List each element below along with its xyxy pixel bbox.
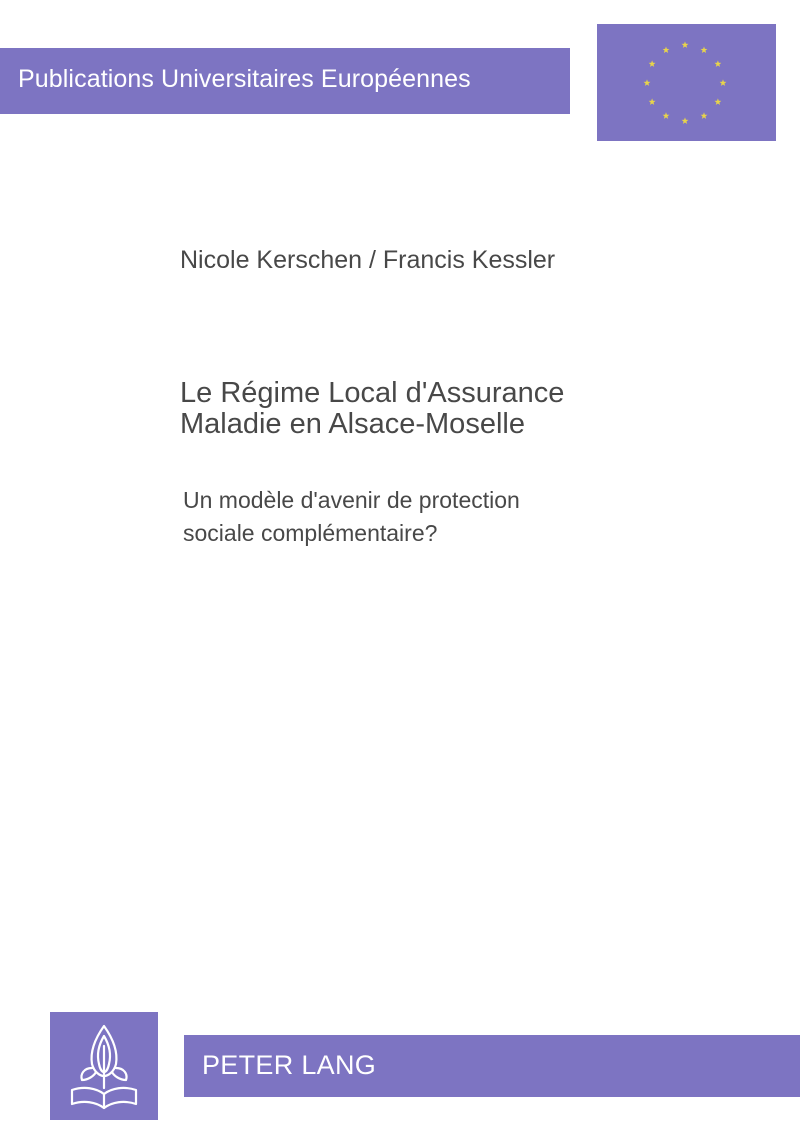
publisher-logo	[50, 1012, 158, 1120]
star-icon	[682, 117, 689, 124]
publisher-band	[184, 1035, 800, 1097]
eu-stars-icon	[597, 24, 776, 141]
book-title	[180, 378, 564, 440]
star-icon	[649, 98, 656, 105]
star-icon	[663, 46, 670, 53]
star-icon	[720, 79, 727, 86]
star-icon	[701, 46, 708, 53]
star-icon	[682, 41, 689, 48]
authors: Nicole Kerschen / Francis Kessler	[180, 246, 556, 274]
star-icon	[701, 112, 708, 119]
star-icon	[663, 112, 670, 119]
book-subtitle-line-2: sociale complémentaire?	[183, 520, 438, 546]
series-title: Publications Universitaires Européennes	[18, 65, 471, 93]
star-icon	[714, 98, 721, 105]
book-subtitle	[183, 484, 520, 550]
publisher-name: PETER LANG	[202, 1050, 377, 1080]
star-icon	[649, 60, 656, 67]
book-title-line-1: Le Régime Local d'Assurance	[180, 377, 565, 409]
eu-flag	[597, 24, 776, 141]
star-icon	[714, 60, 721, 67]
book-title-line-2: Maladie en Alsace-Moselle	[180, 408, 525, 440]
flame-book-icon	[50, 1012, 158, 1120]
series-band	[0, 48, 570, 114]
book-subtitle-line-1: Un modèle d'avenir de protection	[183, 487, 520, 513]
star-icon	[644, 79, 651, 86]
